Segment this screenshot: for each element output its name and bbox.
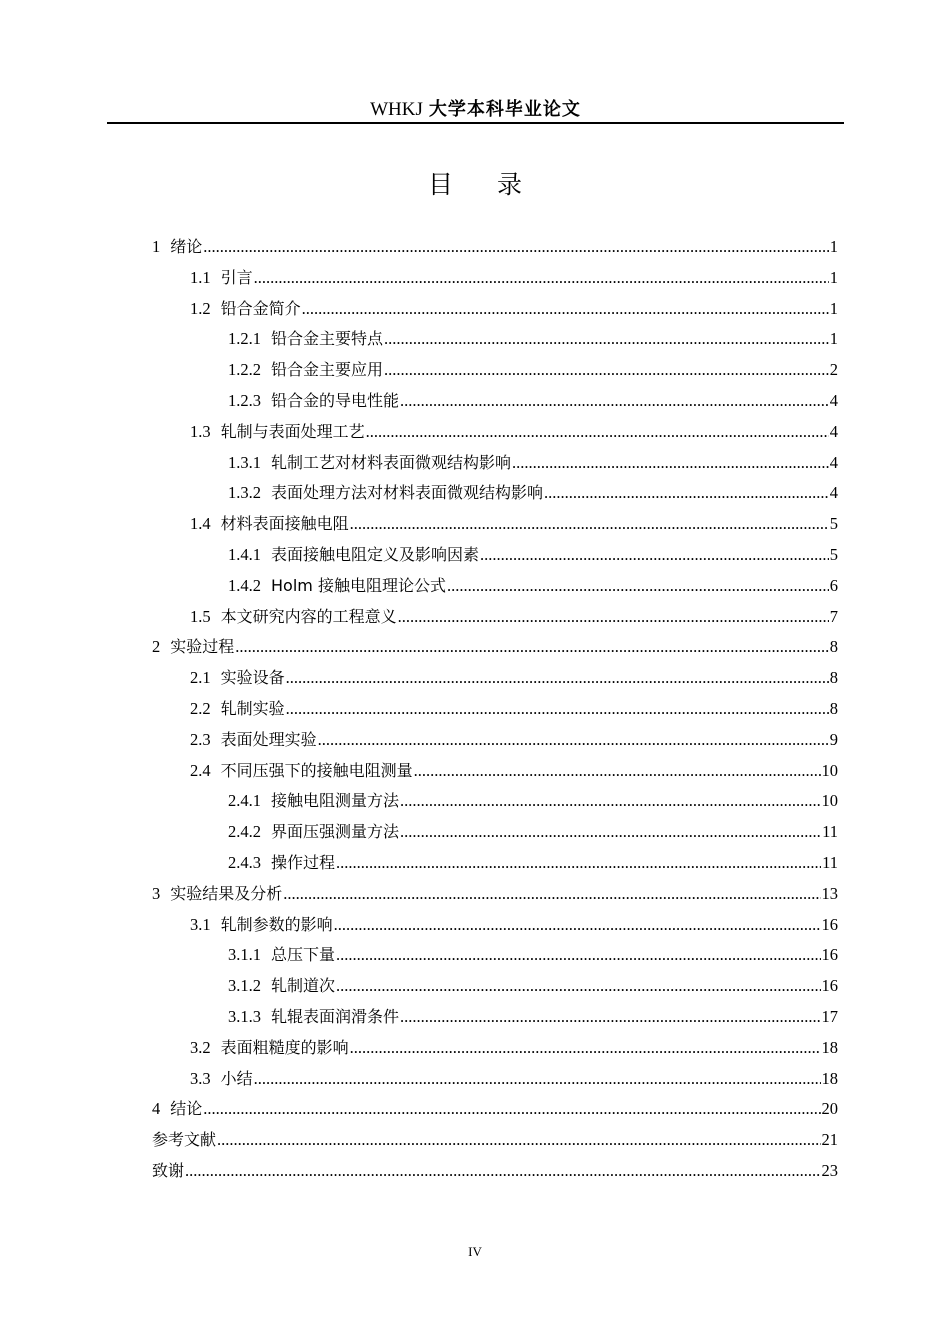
toc-entry-number: 2.4.2 bbox=[228, 822, 261, 842]
toc-dot-leader bbox=[350, 1033, 821, 1064]
toc-dot-leader bbox=[235, 632, 828, 663]
toc-entry[interactable] bbox=[152, 756, 838, 787]
toc-dot-leader bbox=[400, 817, 821, 848]
toc-entry-page: 5 bbox=[829, 544, 838, 564]
toc-dot-leader bbox=[217, 1125, 820, 1156]
toc-entry[interactable] bbox=[152, 879, 838, 910]
toc-dot-leader bbox=[254, 1064, 821, 1095]
toc-entry-page: 16 bbox=[821, 914, 838, 934]
toc-entry-page: 21 bbox=[821, 1130, 838, 1150]
toc-dot-leader bbox=[334, 910, 821, 941]
toc-entry-page: 2 bbox=[829, 360, 838, 380]
table-of-contents bbox=[152, 232, 838, 1187]
toc-dot-leader bbox=[366, 417, 829, 448]
toc-entry-page: 20 bbox=[821, 1099, 838, 1119]
header-latin: WHKJ bbox=[370, 99, 423, 120]
toc-dot-leader bbox=[544, 478, 829, 509]
toc-entry-title: 轧制参数的影响 bbox=[220, 914, 333, 934]
toc-dot-leader bbox=[447, 571, 829, 602]
header-rule bbox=[107, 122, 844, 124]
toc-entry-page: 10 bbox=[821, 791, 838, 811]
toc-entry-title: 界面压强测量方法 bbox=[271, 822, 400, 842]
toc-entry[interactable] bbox=[152, 1033, 838, 1064]
toc-entry-title: 绪论 bbox=[170, 237, 203, 256]
page-number: IV bbox=[468, 1244, 482, 1259]
toc-entry-title: 结论 bbox=[170, 1099, 203, 1119]
toc-entry-number: 1.3 bbox=[190, 421, 211, 441]
page-header bbox=[107, 96, 844, 122]
toc-entry-page: 18 bbox=[821, 1037, 838, 1057]
toc-dot-leader bbox=[400, 1002, 820, 1033]
toc-entry-page: 8 bbox=[829, 637, 838, 657]
toc-entry-number: 1.4 bbox=[190, 514, 211, 534]
toc-entry-title: 引言 bbox=[220, 267, 253, 287]
toc-entry-title: 接触电阻测量方法 bbox=[271, 791, 400, 811]
toc-entry-title: 铅合金主要特点 bbox=[271, 329, 384, 349]
toc-dot-leader bbox=[336, 848, 821, 879]
toc-entry[interactable] bbox=[152, 1125, 838, 1156]
toc-entry-page: 1 bbox=[829, 298, 838, 318]
toc-entry-title: 表面处理方法对材料表面微观结构影响 bbox=[271, 483, 544, 503]
toc-entry-number: 1.5 bbox=[190, 606, 211, 626]
toc-entry-title: 致谢 bbox=[152, 1160, 185, 1180]
toc-title: 目 录 bbox=[428, 170, 540, 199]
toc-entry[interactable] bbox=[152, 1156, 838, 1187]
toc-entry[interactable] bbox=[152, 940, 838, 971]
toc-entry-page: 18 bbox=[821, 1068, 838, 1088]
toc-entry[interactable] bbox=[152, 386, 838, 417]
toc-entry[interactable] bbox=[152, 848, 838, 879]
toc-entry-page: 1 bbox=[829, 267, 838, 287]
toc-entry[interactable] bbox=[152, 632, 838, 663]
toc-entry-page: 16 bbox=[821, 945, 838, 965]
toc-entry-number: 2.3 bbox=[190, 729, 211, 749]
toc-entry[interactable] bbox=[152, 448, 838, 479]
toc-entry-page: 17 bbox=[821, 1006, 838, 1026]
toc-dot-leader bbox=[302, 294, 829, 325]
toc-entry-title: 实验结果及分析 bbox=[170, 883, 283, 903]
toc-entry[interactable] bbox=[152, 263, 838, 294]
toc-entry-page: 10 bbox=[821, 760, 838, 780]
toc-entry-number: 1.3.1 bbox=[228, 452, 261, 472]
toc-entry-page: 11 bbox=[822, 852, 838, 872]
toc-entry-number: 2.2 bbox=[190, 698, 211, 718]
toc-entry-page: 4 bbox=[829, 421, 838, 441]
toc-dot-leader bbox=[185, 1156, 820, 1187]
toc-entry-number: 2.4.1 bbox=[228, 791, 261, 811]
toc-entry-page: 8 bbox=[829, 668, 838, 688]
toc-entry-number: 1.4.1 bbox=[228, 544, 261, 564]
toc-entry-page: 11 bbox=[822, 822, 838, 842]
toc-entry-page: 13 bbox=[821, 883, 838, 903]
toc-entry-page: 1 bbox=[829, 329, 838, 349]
toc-entry-number: 1.2.2 bbox=[228, 360, 261, 380]
toc-entry[interactable] bbox=[152, 694, 838, 725]
toc-entry-page: 1 bbox=[829, 237, 838, 256]
toc-entry-page: 16 bbox=[821, 976, 838, 996]
toc-entry-number: 3.1.2 bbox=[228, 976, 261, 996]
toc-entry-title: 轧制工艺对材料表面微观结构影响 bbox=[271, 452, 512, 472]
toc-entry-title: 表面接触电阻定义及影响因素 bbox=[271, 544, 480, 564]
toc-entry[interactable] bbox=[152, 417, 838, 448]
toc-entry-title: 操作过程 bbox=[271, 852, 336, 872]
toc-entry[interactable] bbox=[152, 294, 838, 325]
toc-dot-leader bbox=[254, 263, 829, 294]
toc-dot-leader bbox=[336, 940, 820, 971]
toc-dot-leader bbox=[384, 355, 829, 386]
toc-dot-leader bbox=[480, 540, 829, 571]
toc-entry-number: 1.4.2 bbox=[228, 575, 261, 595]
toc-entry[interactable] bbox=[152, 725, 838, 756]
toc-entry-title: 表面处理实验 bbox=[220, 729, 317, 749]
toc-entry-page: 7 bbox=[829, 606, 838, 626]
toc-dot-leader bbox=[400, 386, 829, 417]
toc-dot-leader bbox=[398, 602, 829, 633]
toc-entry[interactable] bbox=[152, 1064, 838, 1095]
header-title: 大学本科毕业论文 bbox=[428, 99, 581, 120]
toc-entry-page: 9 bbox=[829, 729, 838, 749]
toc-entry[interactable] bbox=[152, 1094, 838, 1125]
toc-dot-leader bbox=[414, 756, 821, 787]
toc-entry[interactable] bbox=[152, 602, 838, 633]
toc-entry-number: 3.2 bbox=[190, 1037, 211, 1057]
toc-entry[interactable] bbox=[152, 355, 838, 386]
toc-entry-number: 1.2.3 bbox=[228, 390, 261, 410]
toc-entry-title: 实验设备 bbox=[220, 668, 285, 688]
toc-entry[interactable] bbox=[152, 1002, 838, 1033]
toc-dot-leader bbox=[512, 448, 829, 479]
toc-entry-title: 参考文献 bbox=[152, 1130, 217, 1150]
toc-entry[interactable] bbox=[152, 910, 838, 941]
toc-entry-title: 铅合金的导电性能 bbox=[271, 390, 400, 410]
toc-entry[interactable] bbox=[152, 540, 838, 571]
toc-entry-title: 小结 bbox=[220, 1068, 253, 1088]
toc-entry-title: 材料表面接触电阻 bbox=[220, 514, 349, 534]
toc-entry-page: 4 bbox=[829, 390, 838, 410]
toc-dot-leader bbox=[350, 509, 829, 540]
toc-entry-number: 2.4 bbox=[190, 760, 211, 780]
toc-entry[interactable] bbox=[152, 324, 838, 355]
toc-entry-title: 本文研究内容的工程意义 bbox=[220, 606, 397, 626]
toc-entry-number: 3.1 bbox=[190, 914, 211, 934]
toc-entry-title: 轧制实验 bbox=[220, 698, 285, 718]
toc-dot-leader bbox=[384, 324, 829, 355]
toc-entry-number: 1.2.1 bbox=[228, 329, 261, 349]
toc-dot-leader bbox=[203, 1094, 820, 1125]
toc-entry-number: 2.4.3 bbox=[228, 852, 261, 872]
toc-entry-number: 1 bbox=[152, 237, 161, 256]
toc-entry-number: 2 bbox=[152, 637, 161, 657]
toc-entry-number: 3.1.1 bbox=[228, 945, 261, 965]
toc-entry-title: 不同压强下的接触电阻测量 bbox=[220, 760, 413, 780]
toc-entry-title: 总压下量 bbox=[271, 945, 336, 965]
toc-entry-page: 4 bbox=[829, 483, 838, 503]
toc-entry-title: 铅合金简介 bbox=[220, 298, 301, 318]
toc-entry[interactable] bbox=[152, 571, 838, 602]
toc-entry-page: 4 bbox=[829, 452, 838, 472]
toc-entry-page: 5 bbox=[829, 514, 838, 534]
toc-entry-title: 轧制道次 bbox=[271, 976, 336, 996]
toc-entry-number: 3.3 bbox=[190, 1068, 211, 1088]
toc-dot-leader bbox=[283, 879, 820, 910]
toc-entry[interactable] bbox=[152, 663, 838, 694]
toc-entry-title: 轧制与表面处理工艺 bbox=[220, 421, 365, 441]
toc-entry-title: 实验过程 bbox=[170, 637, 235, 657]
toc-entry[interactable] bbox=[152, 232, 838, 263]
toc-entry[interactable] bbox=[152, 509, 838, 540]
toc-entry-number: 1.1 bbox=[190, 267, 211, 287]
toc-entry-page: 23 bbox=[821, 1160, 838, 1180]
toc-entry[interactable] bbox=[152, 478, 838, 509]
toc-entry-number: 2.1 bbox=[190, 668, 211, 688]
toc-entry[interactable] bbox=[152, 817, 838, 848]
toc-entry-number: 3 bbox=[152, 883, 161, 903]
toc-entry[interactable] bbox=[152, 786, 838, 817]
toc-entry-number: 1.2 bbox=[190, 298, 211, 318]
toc-entry-title: 轧辊表面润滑条件 bbox=[271, 1006, 400, 1026]
toc-entry[interactable] bbox=[152, 971, 838, 1002]
toc-entry-number: 3.1.3 bbox=[228, 1006, 261, 1026]
toc-entry-title: 铅合金主要应用 bbox=[271, 360, 384, 380]
toc-dot-leader bbox=[318, 725, 829, 756]
toc-entry-number: 4 bbox=[152, 1099, 161, 1119]
toc-dot-leader bbox=[286, 663, 829, 694]
toc-entry-title: 表面粗糙度的影响 bbox=[220, 1037, 349, 1057]
toc-dot-leader bbox=[203, 232, 828, 263]
toc-entry-number: 1.3.2 bbox=[228, 483, 261, 503]
toc-dot-leader bbox=[286, 694, 829, 725]
toc-entry-page: 8 bbox=[829, 698, 838, 718]
toc-entry-title: Holm 接触电阻理论公式 bbox=[271, 575, 446, 595]
toc-dot-leader bbox=[336, 971, 820, 1002]
toc-entry-page: 6 bbox=[829, 575, 838, 595]
toc-dot-leader bbox=[400, 786, 820, 817]
